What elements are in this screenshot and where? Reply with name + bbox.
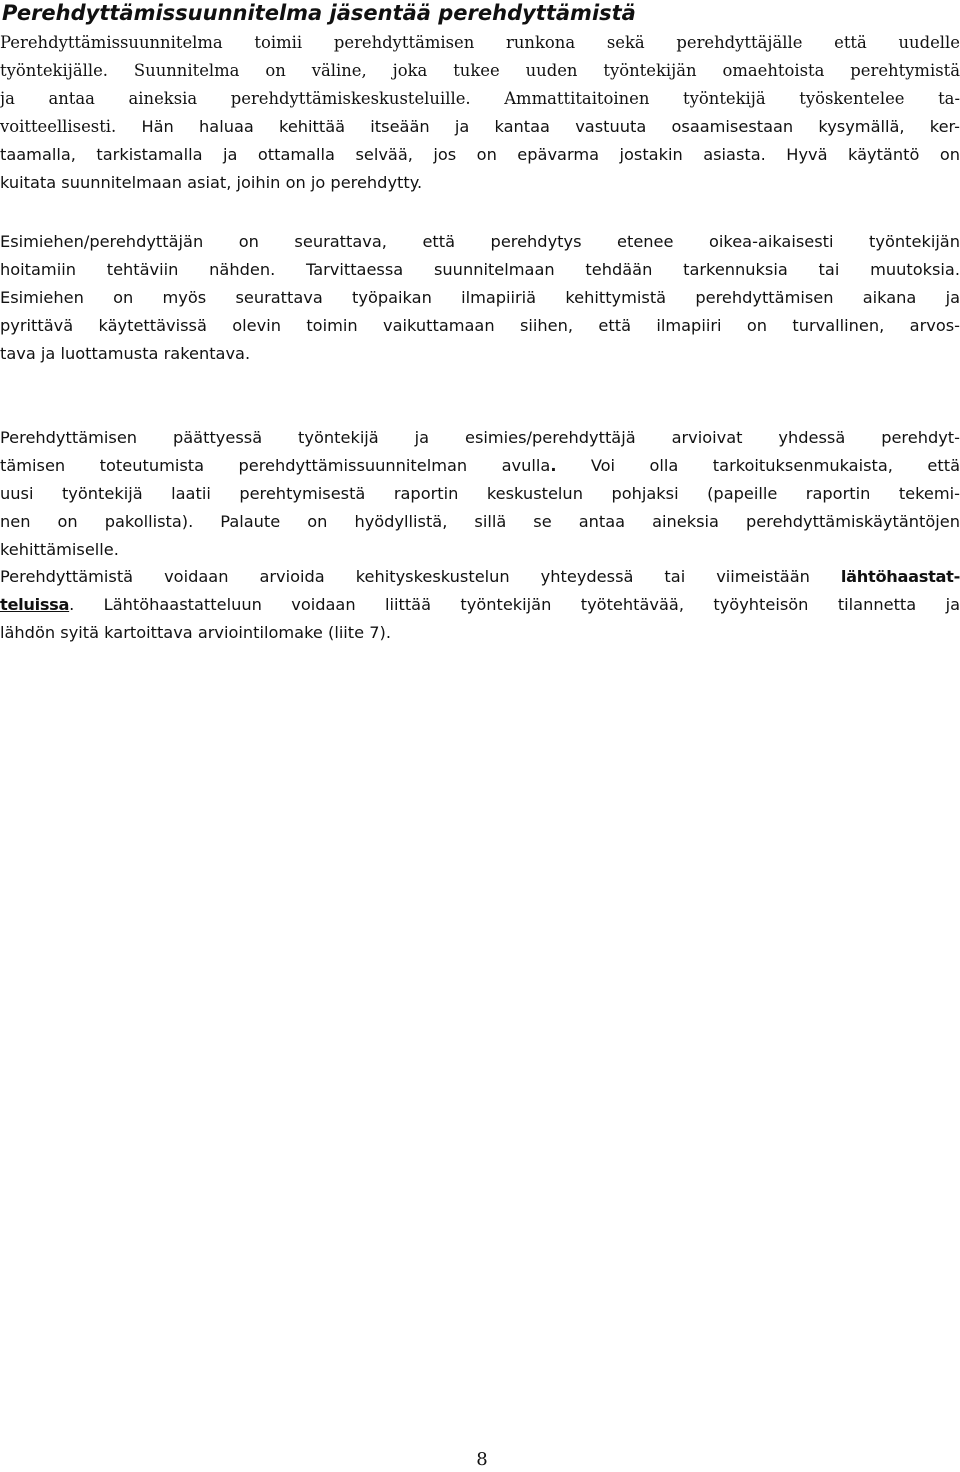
- line-segment: .: [550, 456, 591, 475]
- exit-interview-term: lähtöhaastat-: [840, 567, 960, 586]
- paragraph-line: Esimiehen/perehdyttäjän on seurattava, että perehdytys etenee oikea-aikaisesti työntekijän: [0, 232, 960, 251]
- paragraph-line: ja antaa aineksia perehdyttämiskeskusteluille. Ammattitaitoinen työntekijä työskentelee ta-: [0, 89, 960, 108]
- paragraph-evaluation: [0, 424, 960, 564]
- line-segment: tämisen toteutumista perehdyttämissuunnitelman avulla: [0, 456, 551, 475]
- line-segment: Hän haluaa kehittää itseään ja kantaa vastuuta osaamisestaan kysymällä, ker-: [116, 117, 960, 136]
- paragraph-line: uusi työntekijä laatii perehtymisestä raportin keskustelun pohjaksi (papeille raportin tekemi-: [0, 484, 960, 503]
- paragraph-line: [0, 563, 960, 591]
- paragraph-supervisor-duties: [0, 228, 960, 368]
- line-segment: Perehdyttämistä voidaan arvioida kehityskeskustelun yhteydessä tai viimeistään: [0, 567, 841, 586]
- paragraph-line: lähdön syitä kartoittava arviointilomake (liite 7).: [0, 623, 392, 642]
- paragraph-line: [0, 113, 960, 141]
- paragraph-line: Perehdyttämissuunnitelma toimii perehdyttämisen runkona sekä perehdyttäjälle että uudelle: [0, 33, 960, 52]
- line-segment: Voi olla tarkoituksenmukaista, että: [590, 456, 960, 475]
- paragraph-line: kehittämiselle.: [0, 540, 119, 559]
- paragraph-planning-framework: [0, 29, 960, 197]
- section-heading: Perehdyttämissuunnitelma jäsentää perehdyttämistä: [2, 1, 636, 25]
- exit-interview-term: teluissa: [0, 595, 70, 614]
- paragraph-line: kuitata suunnitelmaan asiat, joihin on jo perehdytty.: [0, 173, 423, 192]
- paragraph-line: [0, 591, 960, 619]
- paragraph-line: nen on pakollista). Palaute on hyödyllistä, sillä se antaa aineksia perehdyttämiskäytäntöjen: [0, 512, 960, 531]
- page-number: 8: [476, 1449, 488, 1470]
- paragraph-line: työntekijälle. Suunnitelma on väline, joka tukee uuden työntekijän omaehtoista perehtymistä: [0, 61, 960, 80]
- paragraph-line: taamalla, tarkistamalla ja ottamalla selvää, jos on epävarma jostakin asiasta. Hyvä käytäntö on: [0, 145, 960, 164]
- paragraph-line: Perehdyttämisen päättyessä työntekijä ja esimies/perehdyttäjä arvioivat yhdessä perehdyt-: [0, 428, 960, 447]
- line-segment: voitteellisesti.: [0, 117, 117, 136]
- paragraph-line: hoitamiin tehtäviin nähden. Tarvittaessa suunnitelmaan tehdään tarkennuksia tai muutoksia.: [0, 260, 960, 279]
- paragraph-line: [0, 452, 960, 480]
- paragraph-line: tava ja luottamusta rakentava.: [0, 344, 251, 363]
- paragraph-line: Esimiehen on myös seurattava työpaikan ilmapiiriä kehittymistä perehdyttämisen aikana ja: [0, 288, 960, 307]
- line-segment: . Lähtöhaastatteluun voidaan liittää työntekijän työtehtävää, työyhteisön tilannetta ja: [69, 595, 960, 614]
- paragraph-exit-interview: [0, 563, 960, 647]
- paragraph-line: pyrittävä käytettävissä olevin toimin vaikuttamaan siihen, että ilmapiiri on turvallinen, arvos-: [0, 316, 960, 335]
